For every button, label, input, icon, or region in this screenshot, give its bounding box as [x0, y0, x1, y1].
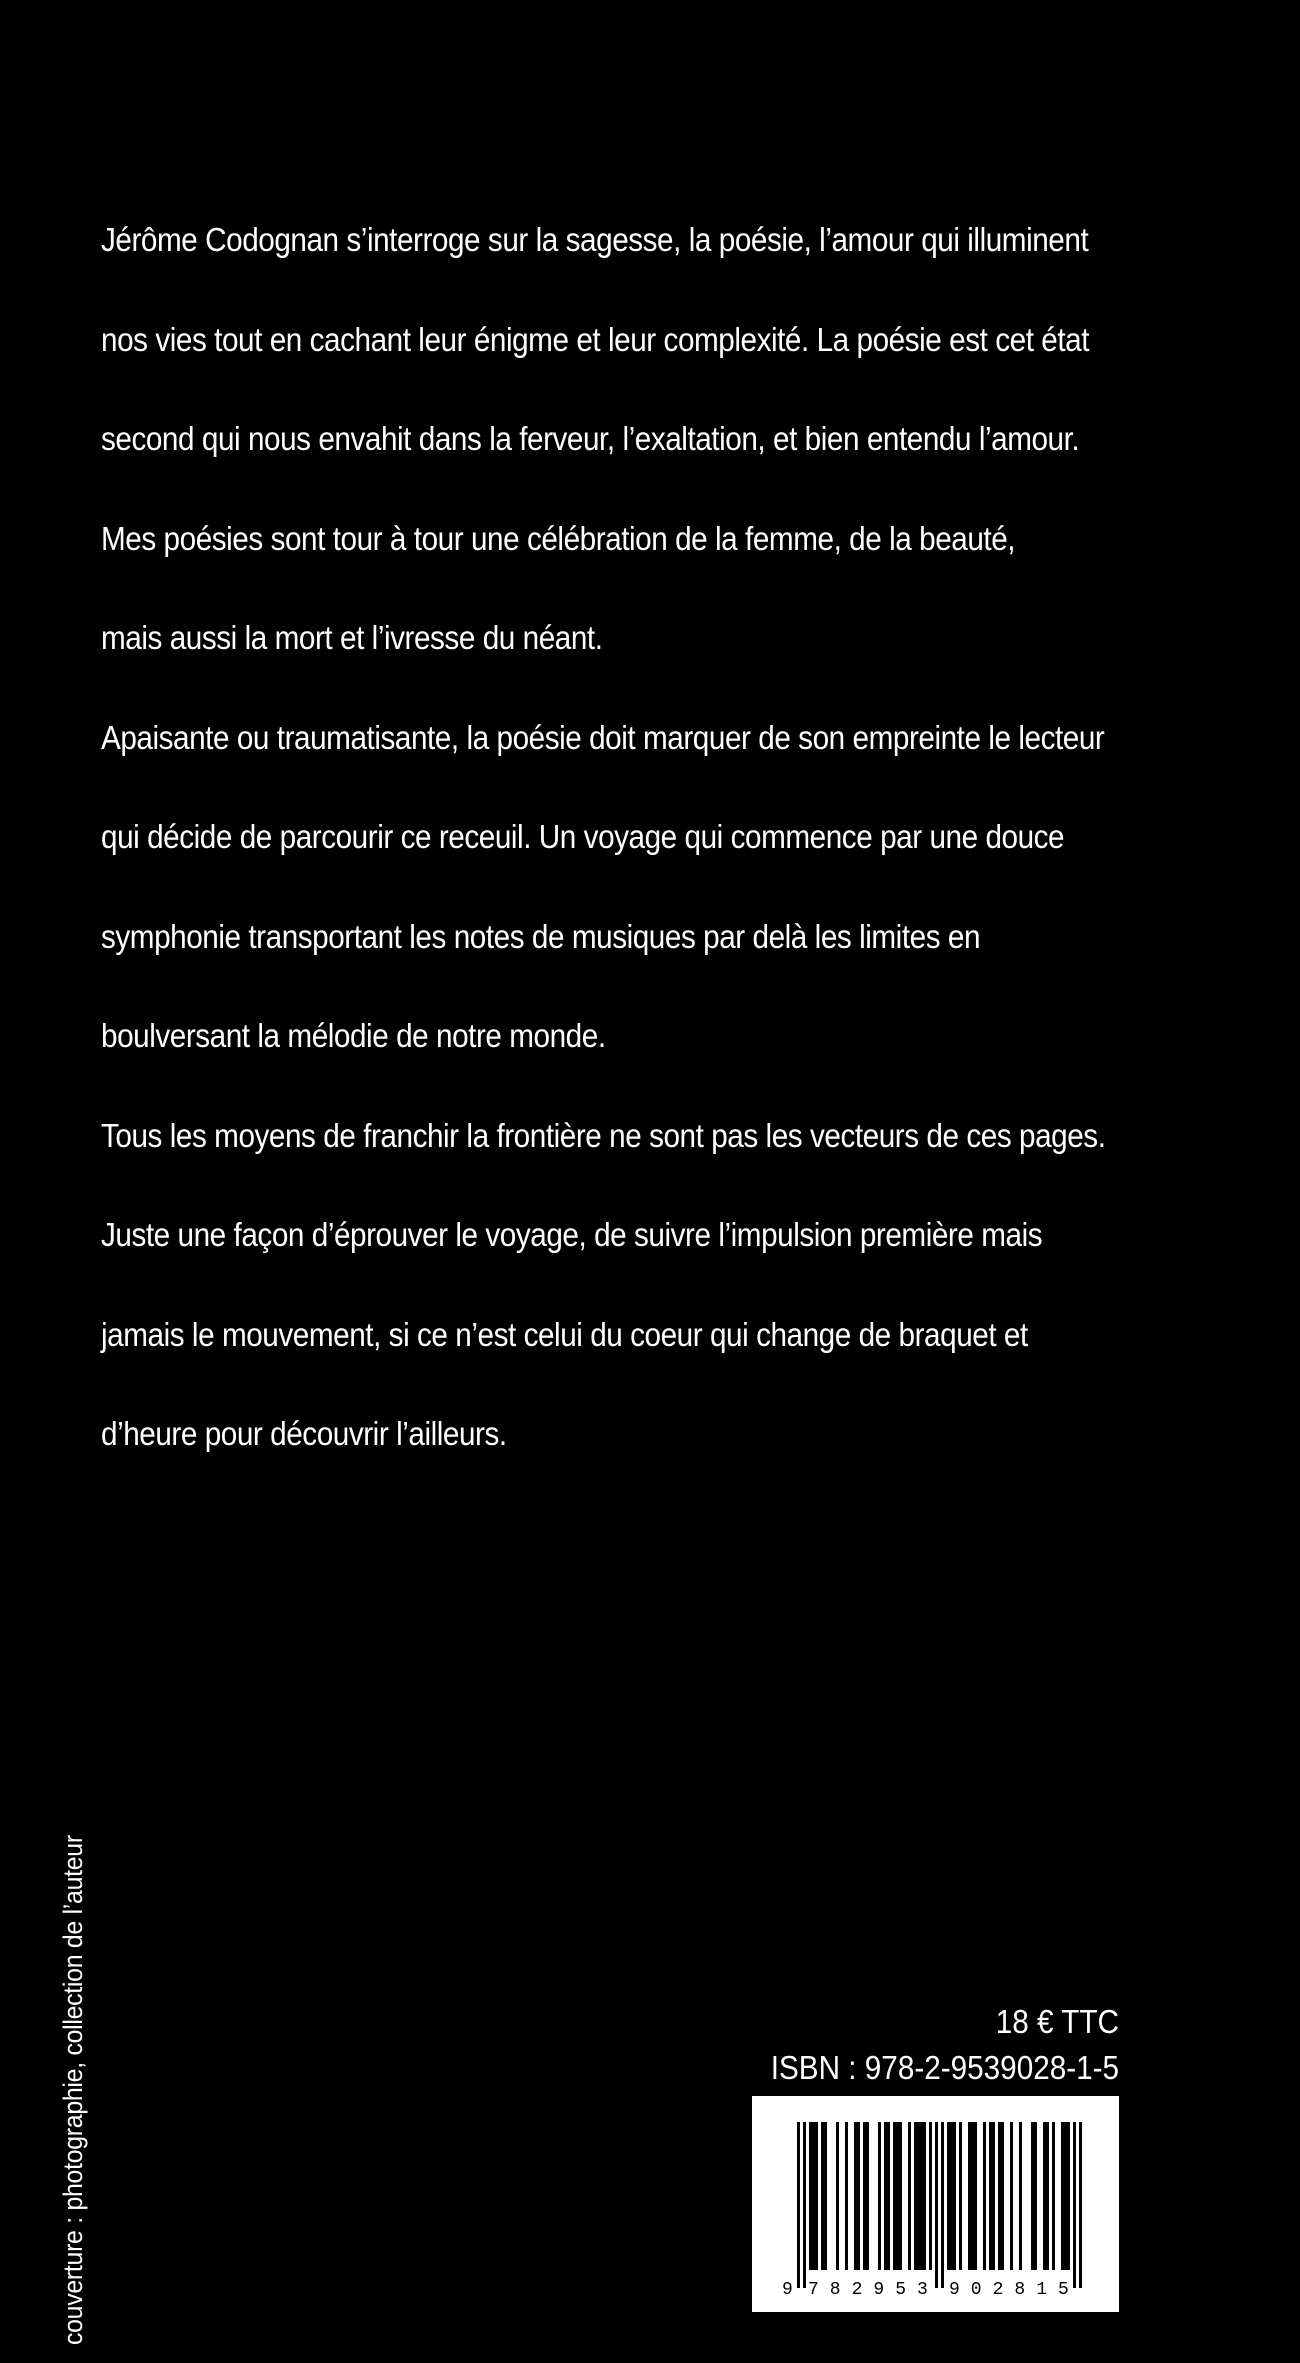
- blurb-line: qui décide de parcourir ce receuil. Un voyage qui commence par une douce: [101, 818, 1065, 855]
- barcode-bar: [815, 2122, 818, 2270]
- barcode-bar: [884, 2122, 887, 2270]
- barcode-bar: [1031, 2122, 1034, 2270]
- barcode-right-digits: 902815: [949, 2280, 1080, 2300]
- blurb-line: symphonie transportant les notes de musiques par delà les limites en: [101, 917, 981, 955]
- price-label: 18 € TTC: [995, 2003, 1119, 2040]
- barcode-bar: [797, 2122, 800, 2288]
- barcode-bar: [1001, 2122, 1004, 2270]
- barcode-bar: [1073, 2122, 1076, 2288]
- barcode-bar: [836, 2122, 839, 2270]
- barcode-bar: [989, 2122, 992, 2270]
- blurb-line: Juste une façon d’éprouver le voyage, de suivre l’impulsion première mais: [101, 1216, 1043, 1253]
- barcode-bar: [953, 2122, 956, 2270]
- barcode-bar: [1064, 2122, 1067, 2270]
- blurb-line: nos vies tout en cachant leur énigme et leur complexité. La poésie est cet état: [101, 320, 1090, 358]
- blurb-line: Apaisante ou traumatisante, la poésie doit marquer de son empreinte le lecteur: [101, 718, 1105, 756]
- barcode-bar: [923, 2122, 926, 2270]
- barcode-bar: [1052, 2122, 1055, 2270]
- barcode-bar: [878, 2122, 881, 2270]
- barcode-bar: [1061, 2122, 1064, 2270]
- barcode-bar: [896, 2122, 899, 2270]
- barcode-bar: [1019, 2122, 1022, 2270]
- blurb-line: second qui nous envahit dans la ferveur, l’exaltation, et bien entendu l’amour.: [101, 420, 1080, 457]
- barcode-bar: [1043, 2122, 1046, 2270]
- barcode-bar: [812, 2122, 815, 2270]
- barcode-bar: [917, 2122, 920, 2270]
- barcode-bar: [899, 2122, 902, 2270]
- barcode-bar: [845, 2122, 848, 2270]
- barcode-bar: [809, 2122, 812, 2270]
- barcode-bar: [1079, 2122, 1082, 2288]
- barcode-bar: [992, 2122, 995, 2270]
- barcode-bar: [1067, 2122, 1070, 2270]
- barcode-bar: [857, 2122, 860, 2270]
- isbn-label: ISBN : 978-2-9539028-1-5: [770, 2049, 1119, 2086]
- barcode-first-digit: 9: [782, 2280, 793, 2300]
- barcode-bar: [1010, 2122, 1013, 2270]
- barcode-bar: [947, 2122, 950, 2270]
- barcode-left-digits: 782953: [808, 2280, 939, 2300]
- cover-photo-credit-text: couverture : photographie, collection de l’auteur: [58, 1835, 88, 2345]
- barcode-bar: [803, 2122, 806, 2288]
- barcode-bar: [971, 2122, 974, 2270]
- barcode-bar: [908, 2122, 911, 2270]
- blurb-line: Tous les moyens de franchir la frontière ne sont pas les vecteurs de ces pages.: [101, 1116, 1106, 1154]
- barcode-bar: [1034, 2122, 1037, 2270]
- blurb-line: mais aussi la mort et l’ivresse du néant.: [101, 619, 603, 656]
- barcode-bar: [929, 2122, 932, 2270]
- barcode-bar: [1046, 2122, 1049, 2270]
- blurb-line: Jérôme Codognan s’interroge sur la sagesse, la poésie, l’amour qui illuminent: [101, 221, 1089, 258]
- barcode-bar: [866, 2122, 869, 2270]
- barcode-bar: [974, 2122, 977, 2270]
- barcode-bar: [893, 2122, 896, 2270]
- isbn-barcode: [752, 2096, 1119, 2312]
- barcode-bar: [959, 2122, 962, 2270]
- barcode-bar: [998, 2122, 1001, 2270]
- barcode-bar: [935, 2122, 938, 2288]
- cover-photo-credit: [58, 1791, 89, 2345]
- barcode-bar: [887, 2122, 890, 2270]
- barcode-bar: [941, 2122, 944, 2288]
- barcode-bar: [824, 2122, 827, 2270]
- barcode-bar: [920, 2122, 923, 2270]
- blurb-line: jamais le mouvement, si ce n’est celui du coeur qui change de braquet et: [101, 1315, 1028, 1353]
- barcode-bar: [950, 2122, 953, 2270]
- barcode-bar: [821, 2122, 824, 2270]
- blurb-line: boulversant la mélodie de notre monde.: [101, 1017, 606, 1054]
- barcode-bar: [983, 2122, 986, 2270]
- barcode-bar: [854, 2122, 857, 2270]
- back-cover-blurb: [101, 190, 1253, 1484]
- blurb-line: d’heure pour découvrir l’ailleurs.: [101, 1415, 507, 1452]
- barcode-bar: [914, 2122, 917, 2270]
- barcode-bar: [968, 2122, 971, 2270]
- barcode-bar: [863, 2122, 866, 2270]
- barcode-graphic: [752, 2096, 1119, 2312]
- blurb-line: Mes poésies sont tour à tour une célébration de la femme, de la beauté,: [101, 519, 1016, 557]
